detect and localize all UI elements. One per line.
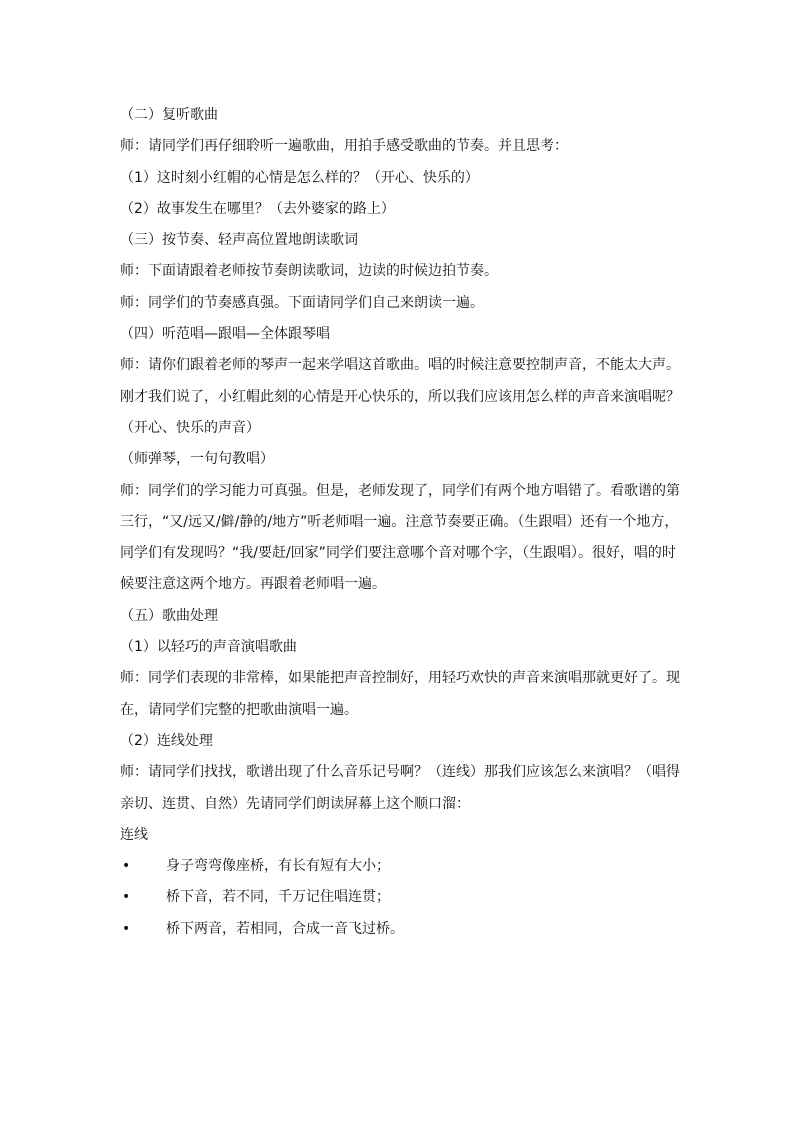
bullet-icon: • [122, 858, 131, 875]
teacher-paragraph: 师：请你们跟着老师的琴声一起来学唱这首歌曲。唱的时候注意要控制声音，不能太大声。刚才我们说了，小红帽此刻的心情是开心快乐的，所以我们应该用怎么样的声音来演唱呢？ [120, 357, 680, 405]
bullet-item [120, 851, 680, 882]
document-body [120, 100, 680, 945]
teacher-paragraph: 师：请同学们找找，歌谱出现了什么音乐记号啊？（连线）那我们应该怎么来演唱？（唱得亲切、连贯、自然）先请同学们朗读屏幕上这个顺口溜： [120, 764, 680, 812]
bullet-icon: • [122, 920, 131, 937]
teacher-paragraph: 师：同学们表现的非常棒，如果能把声音控制好，用轻巧欢快的声音来演唱那就更好了。现在，请同学们完整的把歌曲演唱一遍。 [120, 670, 680, 718]
bullet-item [120, 882, 680, 913]
section-heading-listen-sing: （四）听范唱—跟唱—全体跟琴唱 [120, 326, 330, 343]
teacher-line: 师：请同学们再仔细聆听一遍歌曲，用拍手感受歌曲的节奏。并且思考： [120, 138, 568, 155]
teacher-line: 师：下面请跟着老师按节奏朗读歌词，边读的时候边拍节奏。 [120, 263, 498, 280]
note-line: （师弹琴，一句句教唱） [120, 451, 274, 468]
bullet-icon: • [122, 889, 131, 906]
subsection-heading: （2）连线处理 [120, 732, 213, 749]
section-heading-review-song: （二）复听歌曲 [120, 107, 218, 123]
bullet-text: 身子弯弯像座桥，有长有短有大小； [166, 858, 390, 875]
bullet-text: 桥下两音，若相同，合成一音飞过桥。 [166, 920, 404, 937]
section-heading-rhythm-reading: （三）按节奏、轻声高位置地朗读歌词 [120, 232, 358, 249]
teacher-line: 师：同学们的节奏感真强。下面请同学们自己来朗读一遍。 [120, 294, 484, 311]
bullet-item [120, 914, 680, 945]
teacher-paragraph: 师：同学们的学习能力可真强。但是，老师发现了，同学们有两个地方唱错了。看歌谱的第三行，“又/远又/僻/静的/地方”听老师唱一遍。注意节奏要正确。（生跟唱）还有一个地方，同学们有发现吗？“我/要赶/回家”同学们要注意哪个音对哪个字，（生跟唱）。很好，唱的时候要注意这两个地方。再跟着老师唱一遍。 [120, 482, 680, 593]
section-heading-song-processing: （五）歌曲处理 [120, 607, 218, 624]
question-line: （2）故事发生在哪里？（去外婆家的路上） [120, 200, 395, 217]
bullet-text: 桥下音，若不同，千万记住唱连贯； [166, 889, 390, 906]
label-line: 连线 [120, 826, 148, 843]
question-line: （1）这时刻小红帽的心情是怎么样的？（开心、快乐的） [120, 169, 479, 186]
subsection-heading: （1）以轻巧的声音演唱歌曲 [120, 639, 297, 656]
note-line: （开心、快乐的声音） [120, 419, 260, 436]
